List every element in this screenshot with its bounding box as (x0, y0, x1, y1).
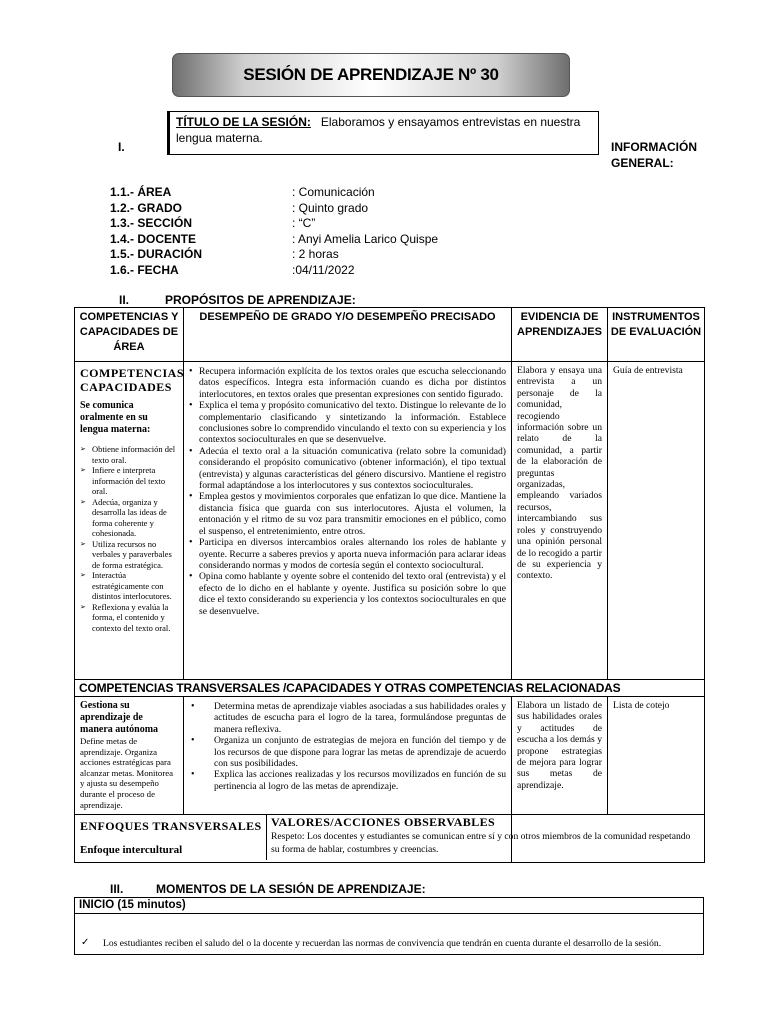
inicio-heading: INICIO (15 minutos) (75, 898, 704, 914)
desempenos-list (184, 362, 511, 619)
session-title-box (167, 111, 599, 155)
list-item: • Emplea gestos y movimientos corporales que enfatizan lo que dice. Mantiene la distancia física que guarda con sus interlocutores. Ajusta el volumen, la entonación y el ritmo de su voz para transmitir emociones en el público, como el suspenso, el entretenimiento, entre otros. (188, 491, 506, 537)
info-label-docente: 1.4.- DOCENTE (110, 232, 197, 246)
list-item: • Recupera información explícita de los textos orales que escucha seleccionando datos específicos. Integra esta información cuando es dicha por distintos interlocutores, en textos orales que presentan expresiones con sentido figurado. (188, 366, 506, 400)
table-row-transversales (75, 697, 705, 815)
table-header-row (75, 308, 705, 362)
section-3-heading: MOMENTOS DE LA SESIÓN DE APRENDIZAJE: (156, 882, 426, 896)
info-value-fecha: :04/11/2022 (292, 263, 355, 277)
inicio-body-cell (75, 914, 704, 955)
learning-purposes-table (74, 307, 705, 863)
inicio-heading-row (75, 898, 704, 914)
inicio-text: Los estudiantes reciben el saludo del o la docente y recuerdan las normas de convivencia que tendrán en cuenta durante el desarrollo de la sesión. (103, 938, 662, 949)
area-evidencia-cell: Elabora y ensaya una entrevista a un personaje de la comunidad, recogiendo información sobre un relato de la comunidad, a partir de la elaboración de preguntas organizadas, empleando variados recursos, intercambiando sus roles y construyendo una opinión personal de lo recogido a partir de su experiencia y contexto. (512, 362, 608, 680)
col-header-evidencia: EVIDENCIA DE APRENDIZAJES (512, 308, 608, 362)
enfoque-name: Enfoque intercultural (80, 844, 183, 856)
section-2-heading: PROPÓSITOS DE APRENDIZAJE: (165, 293, 356, 307)
capacidades-list (80, 444, 178, 633)
transversal-evidencia-cell: Elabora un listado de sus habilidades orales y actitudes de escucha a los demás y propone estrategias de mejora para lograr sus metas de aprendizaje. (512, 697, 608, 815)
section-1-heading-line2: GENERAL: (611, 156, 674, 170)
info-label-seccion: 1.3.- SECCIÓN (110, 216, 193, 230)
info-value-docente: : Anyi Amelia Larico Quispe (292, 232, 439, 246)
info-label-area: 1.1.- ÁREA (110, 185, 172, 199)
session-title-text: Elaboramos y ensayamos entrevistas en nuestra lengua materna. (176, 115, 581, 145)
list-item: • Opina como hablante y oyente sobre el contenido del texto oral (entrevista) y el efecto de lo dicho en el hablante y oyente. Justifica su posición sobre lo que dice el texto considerando su experiencia y los contextos socioculturales en que se desenvuelve. (188, 571, 506, 617)
section-1-heading (611, 139, 697, 171)
valores-block (271, 815, 701, 856)
list-item: • Explica el tema y propósito comunicativo del texto. Distingue lo relevante de lo complementario clasificando y sintetizando la información. Establece conclusiones sobre lo comprendido vinculando el texto con su experiencia y los contextos socioculturales en que se desenvuelve. (188, 400, 506, 446)
col-header-instrumentos: INSTRUMENTOS DE EVALUACIÓN (608, 308, 705, 362)
inicio-body-row (75, 914, 704, 955)
area-instrumento-cell: Guía de entrevista (608, 362, 705, 680)
list-item: • Participa en diversos intercambios orales alternando los roles de hablante y oyente. Recurre a saberes previos y aporta nueva información para aclarar ideas considerando normas y modos de cortesía según el contexto sociocultural. (188, 537, 506, 571)
info-value-area: : Comunicación (292, 185, 375, 199)
col-header-competencias: COMPETENCIAS Y CAPACIDADES DE ÁREA (75, 308, 184, 362)
enfoques-left (80, 815, 267, 860)
enfoques-title: ENFOQUES TRANSVERSALES (80, 819, 262, 833)
valores-text: Respeto: Los docentes y estudiantes se comunican entre sí y con otros miembros de la comunidad respetando su forma de hablar, costumbres y creencias. (271, 831, 691, 855)
list-item: ➢ Adecúa, organiza y desarrolla las ideas de forma coherente y cohesionada. (80, 497, 178, 539)
transversal-competencia-title: Gestiona su aprendizaje de manera autónoma (80, 700, 159, 735)
checkmark-icon: ✓ (81, 937, 90, 948)
info-value-seccion: : “C” (292, 216, 316, 230)
list-item: • Determina metas de aprendizaje viables asociadas a sus habilidades orales y actitudes de escucha para el logro de la tarea, formulándose preguntas de manera reflexiva. (190, 701, 506, 735)
info-value-duracion: : 2 horas (292, 247, 339, 261)
transversal-capacidades: Define metas de aprendizaje. Organiza acciones estratégicas para alcanzar metas. Monitorea y ajusta su desempeño durante el proceso de aprendizaje. (80, 736, 174, 810)
list-item: • Organiza un conjunto de estrategias de mejora en función del tiempo y de los recursos de que dispone para lograr las metas de aprendizaje de acuerdo con sus posibilidades. (190, 735, 506, 769)
list-item: ➢ Utiliza recursos no verbales y paraverbales de forma estratégica. (80, 539, 178, 571)
list-item: • Adecúa el texto oral a la situación comunicativa (relato sobre la comunidad) considerando el propósito comunicativo (obtener información), el tipo textual (entrevista) y algunas características del género discursivo. Mantiene el registro formal adaptándose a los interlocutores y sus contextos socioculturales. (188, 446, 506, 492)
list-item: ➢ Reflexiona y evalúa la forma, el contenido y contexto del texto oral. (80, 602, 178, 634)
competencias-title: COMPETENCIAS (80, 366, 185, 380)
section-1-numeral: I. (118, 140, 125, 154)
competencia-name: Se comunica oralmente en su lengua materna: (80, 400, 151, 435)
list-item: ➢ Infiere e interpreta información del texto oral. (80, 465, 178, 497)
transversal-competencia-cell (75, 697, 184, 815)
section-2-numeral: II. (119, 293, 130, 307)
transversales-heading-row (75, 680, 705, 697)
list-item: ➢ Obtiene información del texto oral. (80, 444, 178, 465)
transversal-desempenos-cell (184, 697, 512, 815)
table-row-area (75, 362, 705, 680)
valores-title: VALORES/ACCIONES OBSERVABLES (271, 815, 496, 829)
info-value-grado: : Quinto grado (292, 201, 369, 215)
info-label-grado: 1.2.- GRADO (110, 201, 183, 215)
info-label-fecha: 1.6.- FECHA (110, 263, 179, 277)
col-header-desempeno: DESEMPEÑO DE GRADO Y/O DESEMPEÑO PRECISADO (184, 308, 512, 362)
list-item: ➢ Interactúa estratégicamente con distintos interlocutores. (80, 570, 178, 602)
section-1-heading-line1: INFORMACIÓN (611, 140, 697, 154)
capacidades-title: CAPACIDADES (80, 380, 172, 394)
transversales-heading: COMPETENCIAS TRANSVERSALES /CAPACIDADES Y OTRAS COMPETENCIAS RELACIONADAS (75, 680, 705, 697)
area-competencias-cell (75, 362, 184, 680)
session-title-label: TÍTULO DE LA SESIÓN: (176, 115, 311, 129)
page-title: SESIÓN DE APRENDIZAJE Nº 30 (243, 65, 499, 84)
transversal-instrumento-cell: Lista de cotejo (608, 697, 705, 815)
section-3-numeral: III. (110, 882, 124, 896)
inicio-table (74, 897, 704, 955)
area-desempenos-cell (184, 362, 512, 680)
transversal-desempenos-list (184, 697, 511, 794)
session-title-banner (172, 53, 570, 97)
list-item: • Explica las acciones realizadas y los recursos movilizados en función de su pertinencia al logro de las metas de aprendizaje. (190, 769, 506, 792)
info-label-duracion: 1.5.- DURACIÓN (110, 247, 203, 261)
